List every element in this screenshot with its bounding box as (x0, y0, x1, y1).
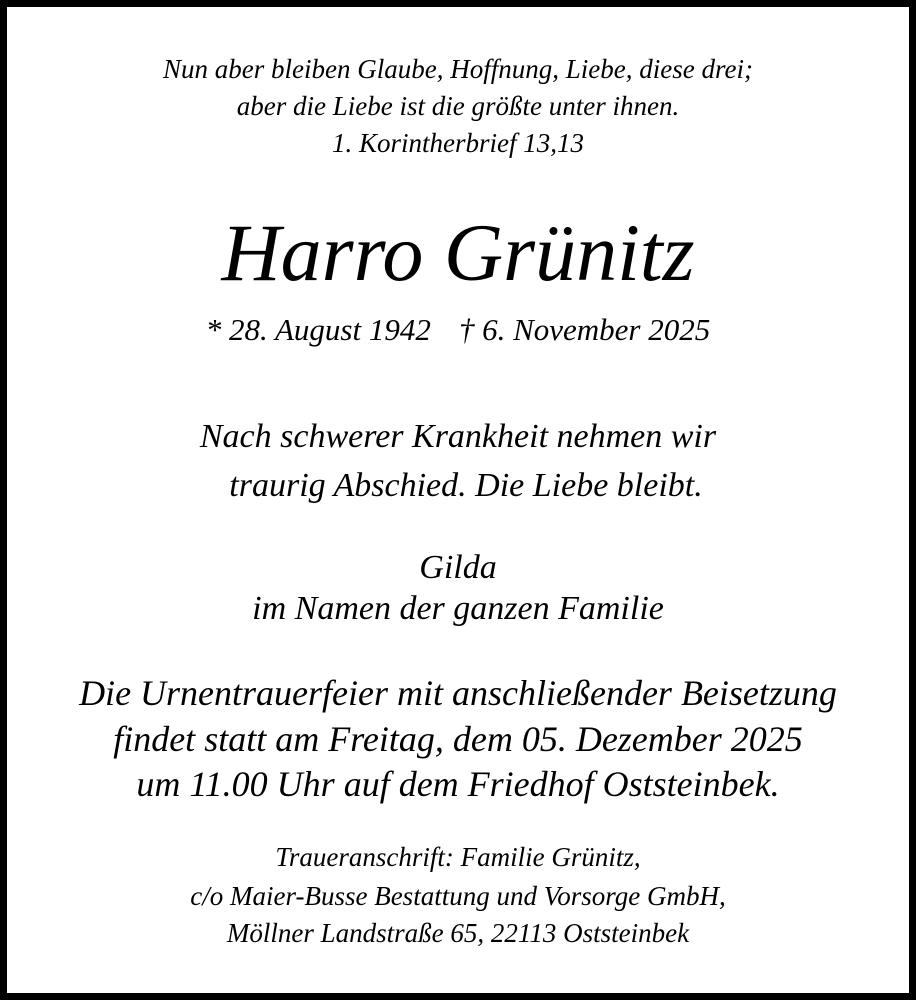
message-line-1: Nach schwerer Krankheit nehmen wir (199, 418, 717, 455)
signature-name: Gilda (419, 549, 497, 586)
verse-line-1: Nun aber bleiben Glaube, Hoffnung, Liebe, diese drei; (163, 54, 753, 84)
signature-line: im Namen der ganzen Familie (252, 590, 664, 627)
verse-reference: 1. Korintherbrief 13,13 (331, 128, 584, 158)
address-line-1: Traueranschrift: Familie Grünitz, (275, 842, 641, 872)
verse-line-2: aber die Liebe ist die größte unter ihnen. (236, 91, 680, 121)
birth-date: * 28. August 1942 (205, 312, 431, 347)
address-line-3: Möllner Landstraße 65, 22113 Oststeinbek (226, 918, 690, 948)
life-dates (0, 314, 916, 345)
message-line-2: traurig Abschied. Die Liebe bleibt. (229, 467, 703, 504)
ceremony-line-3: um 11.00 Uhr auf dem Friedhof Oststeinbek. (136, 764, 780, 804)
deceased-name: Harro Grünitz (221, 207, 695, 298)
death-date: † 6. November 2025 (458, 312, 711, 347)
ceremony-line-1: Die Urnentrauerfeier mit anschließender Beisetzung (79, 673, 837, 713)
address-line-2: c/o Maier-Busse Bestattung und Vorsorge GmbH, (190, 881, 726, 911)
ceremony-line-2: findet statt am Freitag, dem 05. Dezember 2025 (113, 719, 803, 759)
